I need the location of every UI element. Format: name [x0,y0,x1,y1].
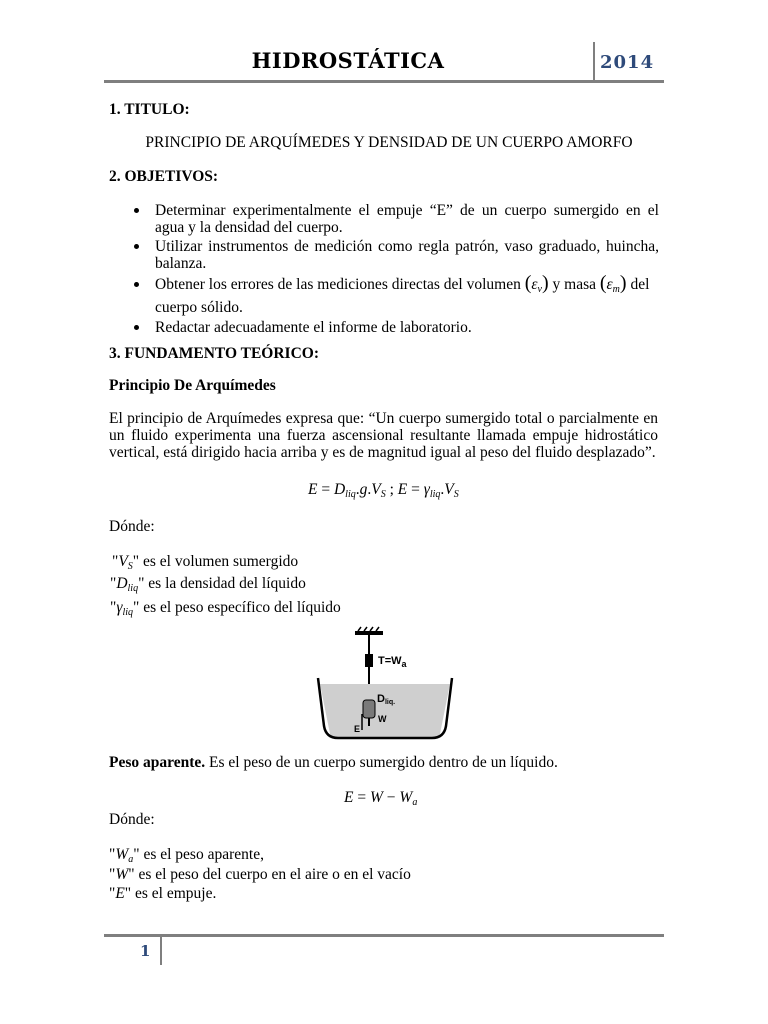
section-titulo-heading: 1. TITULO: [109,101,190,118]
objetivos-list [109,202,659,338]
objetivo-item: Utilizar instrumentos de medición como regla patrón, vaso graduado, huincha, balanza. [109,238,659,272]
header-rule [104,80,664,83]
weight-label: W [378,714,387,724]
definition-w: "W" es el peso del cuerpo en el aire o en el vacío [109,866,411,883]
water [320,684,450,738]
tension-label: $T=W_a$ [378,655,407,669]
footer-divider [160,937,162,965]
bullet-icon [134,282,139,287]
definition-gliq: "$\gamma_{liq}$" es el peso específico del líquido [110,599,341,618]
document-title: HIDROSTÁTICA [251,48,445,73]
definition-wa: "$W_a$" es el peso aparente, [109,846,264,865]
definition-e: "E" es el empuje. [109,885,217,902]
section-objetivos-heading: 2. OBJETIVOS: [109,168,219,185]
definition-dliq: "$D_{liq}$" es la densidad del líquido [110,575,306,594]
principio-paragraph: El principio de Arquímedes expresa que: “Un cuerpo sumergido total o parcialmente en un fluido experimenta una fuerza ascensional resultante llamada empuje hidrostático vertical, está dirigido hacia arriba y es de magnitud igual al peso del fluido desplazado”. [109,410,658,461]
footer-rule [104,934,664,937]
bullet-icon [134,208,139,213]
bullet-icon [134,325,139,330]
objetivo-item: Redactar adecuadamente el informe de laboratorio. [109,319,659,336]
buoyancy-label: E [354,724,361,734]
objetivo-item: Determinar experimentalmente el empuje “E” de un cuerpo sumergido en el agua y la densidad del cuerpo. [109,202,659,236]
equation-peso-aparente: $E = W - W_a$ [344,789,418,808]
header-divider [593,42,595,80]
titulo-text: PRINCIPIO DE ARQUÍMEDES Y DENSIDAD DE UN CUERPO AMORFO [145,134,633,151]
submerged-body [363,700,375,718]
definition-vs: "$V_S$" es el volumen sumergido [112,553,299,572]
support-bar [355,631,383,635]
section-fundamento-heading: 3. FUNDAMENTO TEÓRICO: [109,345,319,362]
principio-heading: Principio De Arquímedes [109,377,276,394]
density-label: Dliq. [377,693,396,706]
document-year: 2014 [600,52,655,73]
donde-label-2: Dónde: [109,811,155,828]
arquimedes-diagram [310,626,460,742]
bullet-icon [134,244,139,249]
page-number: 1 [140,942,151,960]
tension-marker [365,654,373,667]
objetivo-item: Obtener los errores de las mediciones directas del volumen $(\varepsilon_v)$ y masa $(\varepsilon_m)$ del cuerpo sólido. [109,274,659,317]
peso-aparente-paragraph: Peso aparente. Es el peso de un cuerpo sumergido dentro de un líquido. [109,754,558,771]
equation-empuje: $E = D_{liq}.g.V_S$ ; $E = \gamma_{liq}.V_S$ [308,481,459,500]
donde-label-1: Dónde: [109,518,155,535]
